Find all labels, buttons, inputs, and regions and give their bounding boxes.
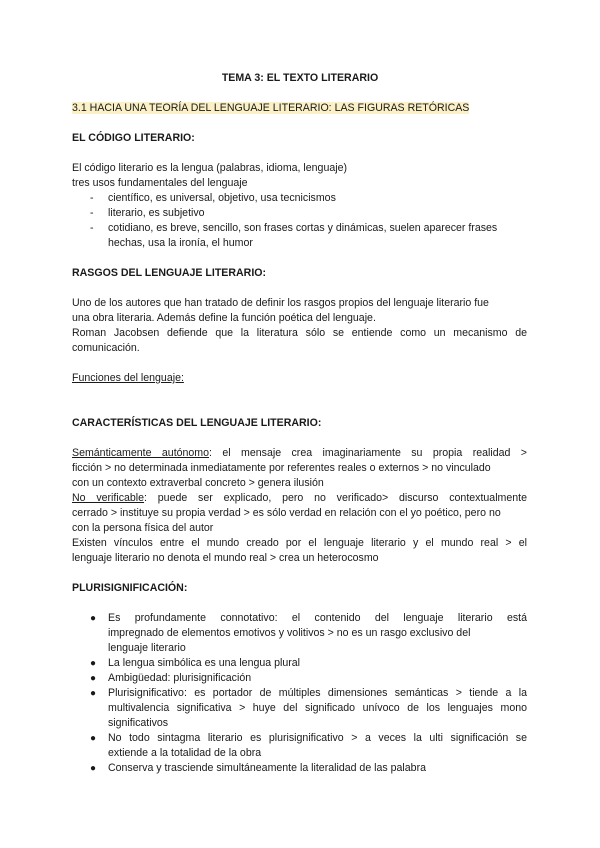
bullet-item-continued: significativos — [108, 717, 169, 729]
bullet-item-continued: extiende a la totalidad de la obra — [108, 747, 262, 759]
paragraph-line: Existen vínculos entre el mundo creado por el lenguaje literario y el mundo real > el — [72, 537, 527, 549]
bullet-item: No todo sintagma literario es plurisignificativo > a veces la ulti significación se — [108, 732, 527, 744]
dash-marker: - — [90, 192, 94, 204]
paragraph-line: El código literario es la lengua (palabras, idioma, lenguaje) — [72, 162, 348, 174]
dash-item-continued: hechas, usa la ironía, el humor — [108, 237, 253, 249]
term-semanticamente-autonomo: Semánticamente autónomo — [72, 447, 210, 459]
section-heading-caracteristicas: CARACTERÍSTICAS DEL LENGUAJE LITERARIO: — [72, 417, 322, 429]
term-no-verificable: No verificable — [72, 492, 145, 504]
funciones-link-text: Funciones del lenguaje: — [72, 372, 184, 384]
paragraph-line — [72, 446, 527, 461]
section-heading-codigo: EL CÓDIGO LITERARIO: — [72, 132, 195, 144]
bullet-item-continued: impregnado de elementos emotivos y volitivos > no es un rasgo exclusivo del — [108, 627, 471, 639]
bullet-marker: ● — [90, 658, 97, 669]
document-title: TEMA 3: EL TEXTO LITERARIO — [221, 72, 379, 84]
term-definition: : el mensaje crea imaginariamente su propia realidad > — [209, 447, 527, 459]
subtitle-text: 3.1 HACIA UNA TEORÍA DEL LENGUAJE LITERARIO: LAS FIGURAS RETÓRICAS — [72, 102, 470, 114]
dash-item: cotidiano, es breve, sencillo, son frases cortas y dinámicas, suelen aparecer frases — [108, 222, 498, 234]
paragraph-line: cerrado > instituye su propia verdad > es sólo verdad en relación con el yo poético, pero no — [72, 507, 501, 519]
bullet-item-continued: lenguaje literario — [108, 642, 186, 654]
bullet-marker: ● — [90, 733, 97, 744]
paragraph-line: Roman Jacobsen defiende que la literatura sólo se entiende como un mecanismo de — [72, 327, 527, 339]
term-definition: : puede ser explicado, pero no verificado> discurso contextualmente — [144, 492, 527, 504]
bullet-item: Plurisignificativo: es portador de múltiples dimensiones semánticas > tiende a la — [108, 687, 527, 699]
bullet-item-continued: multivalencia significativa > huye del significado unívoco de los lenguajes mono — [108, 702, 527, 714]
bullet-marker: ● — [90, 763, 97, 774]
bullet-marker: ● — [90, 613, 97, 624]
section-heading-plurisignificacion: PLURISIGNIFICACIÓN: — [72, 582, 188, 594]
paragraph-line — [72, 491, 527, 506]
paragraph-line: ficción > no determinada inmediatamente por referentes reales o externos > no vinculado — [72, 462, 491, 474]
bullet-item: Conserva y trasciende simultáneamente la literalidad de las palabra — [108, 762, 426, 774]
paragraph-line: tres usos fundamentales del lenguaje — [72, 177, 248, 189]
subtitle-highlighted — [72, 101, 469, 116]
paragraph-line: Uno de los autores que han tratado de definir los rasgos propios del lenguaje literario fue — [72, 297, 489, 309]
dash-item: científico, es universal, objetivo, usa tecnicismos — [108, 192, 336, 204]
dash-marker: - — [90, 222, 94, 234]
section-heading-rasgos: RASGOS DEL LENGUAJE LITERARIO: — [72, 267, 267, 279]
paragraph-line: con un contexto extraverbal concreto > genera ilusión — [72, 477, 324, 489]
bullet-marker: ● — [90, 688, 97, 699]
paragraph-line: con la persona física del autor — [72, 522, 214, 534]
paragraph-line: comunicación. — [72, 342, 140, 354]
bullet-item: La lengua simbólica es una lengua plural — [108, 657, 300, 669]
bullet-item: Ambigüedad: plurisignificación — [108, 672, 252, 684]
paragraph-line: lenguaje literario no denota el mundo real > crea un heterocosmo — [72, 552, 379, 564]
dash-item: literario, es subjetivo — [108, 207, 205, 219]
bullet-item: Es profundamente connotativo: el contenido del lenguaje literario está — [108, 612, 527, 624]
bullet-marker: ● — [90, 673, 97, 684]
paragraph-line: una obra literaria. Además define la función poética del lenguaje. — [72, 312, 376, 324]
dash-marker: - — [90, 207, 94, 219]
